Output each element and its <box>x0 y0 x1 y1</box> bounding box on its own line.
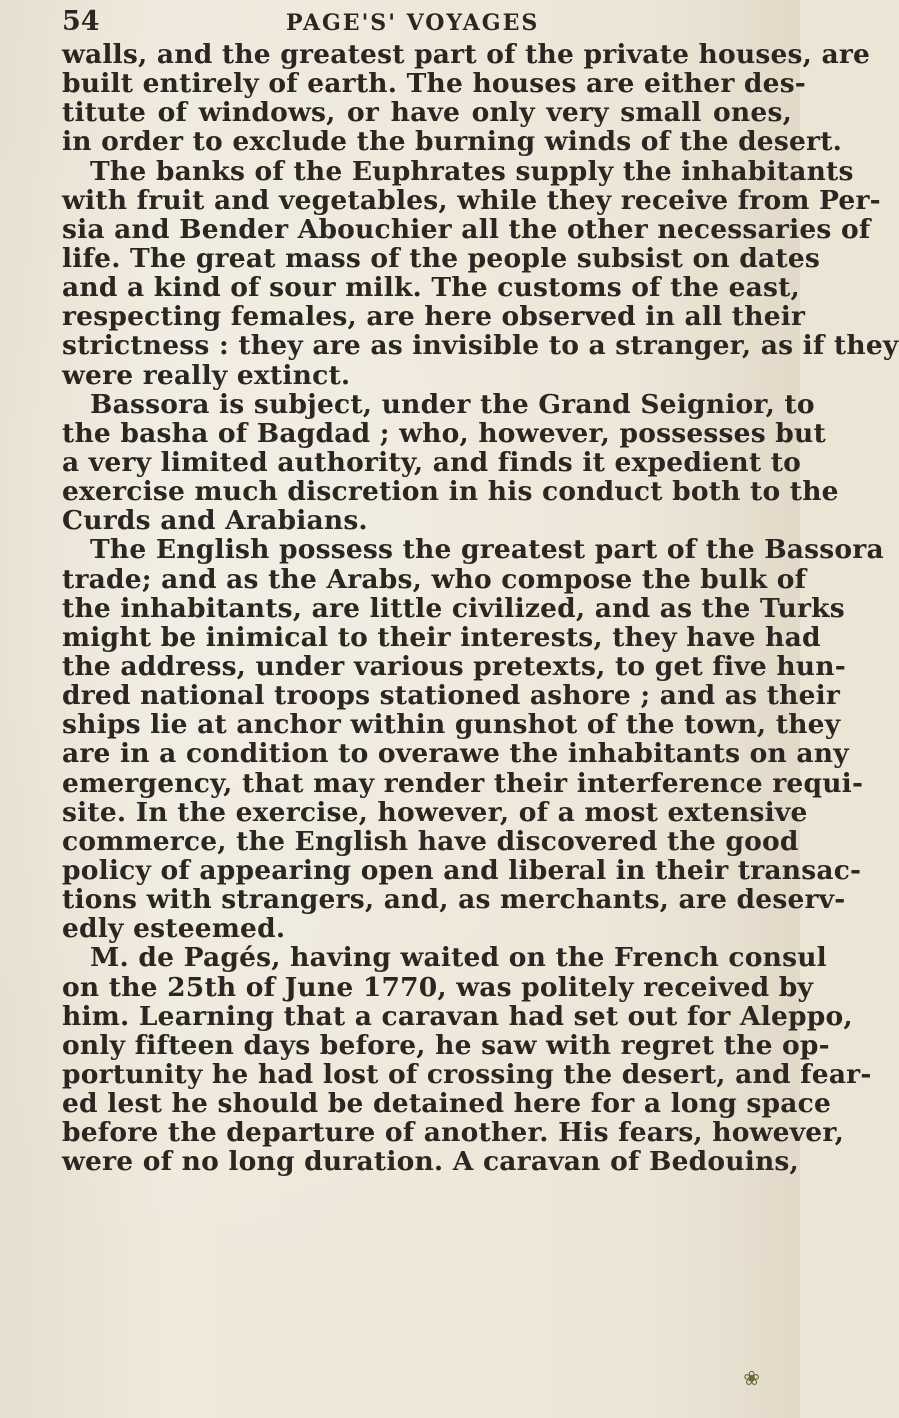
text-line: site. In the exercise, however, of a most extensive <box>62 796 808 828</box>
page-number: 54 <box>62 6 100 37</box>
text-line: the basha of Bagdad ; who, however, possesses but <box>62 417 826 449</box>
text-line: respecting females, are here observed in all their <box>62 301 806 333</box>
text-line: might be inimical to their interests, they have had <box>62 621 821 653</box>
text-line: on the 25th of June 1770, was politely received by <box>62 971 814 1003</box>
text-line: built entirely of earth. The houses are either des- <box>62 68 807 100</box>
text-line: the inhabitants, are little civilized, and as the Turks <box>62 592 845 624</box>
text-line: dred national troops stationed ashore ; and as their <box>62 680 841 712</box>
text-line: Bassora is subject, under the Grand Seignior, to <box>90 388 815 420</box>
text-line: edly esteemed. <box>62 913 286 945</box>
text-line: walls, and the greatest part of the private houses, are <box>62 39 871 70</box>
ink-blot-icon: ❀ <box>743 1366 760 1390</box>
running-head: PAGE'S' VOYAGES <box>286 10 540 36</box>
text-line: a very limited authority, and finds it expedient to <box>62 446 802 478</box>
text-line: portunity he had lost of crossing the desert, and fear- <box>62 1058 872 1090</box>
text-line: ships lie at anchor within gunshot of the town, they <box>62 709 841 741</box>
text-line: policy of appearing open and liberal in their transac- <box>62 854 862 886</box>
text-line: The English possess the greatest part of the Bassora <box>90 534 884 566</box>
text-line: and a kind of sour milk. The customs of the east, <box>62 272 800 304</box>
page-header <box>62 4 760 38</box>
text-line: The banks of the Euphrates supply the inhabitants <box>90 155 854 187</box>
text-line: tions with strangers, and, as merchants, are deserv- <box>62 884 846 916</box>
text-line: commerce, the English have discovered the good <box>62 825 799 857</box>
text-line: are in a condition to overawe the inhabitants on any <box>62 738 849 770</box>
text-line: trade; and as the Arabs, who compose the bulk of <box>62 563 807 595</box>
text-line: M. de Pagés, having waited on the French consul <box>90 942 827 974</box>
text-line: exercise much discretion in his conduct both to the <box>62 476 839 508</box>
body-text <box>62 39 899 1178</box>
text-line: life. The great mass of the people subsist on dates <box>62 242 820 274</box>
text-line: were really extinct. <box>62 359 351 391</box>
text-line: with fruit and vegetables, while they receive from Per- <box>62 184 881 216</box>
text-line: before the departure of another. His fears, however, <box>62 1117 845 1149</box>
text-line: Curds and Arabians. <box>62 505 368 537</box>
text-line: sia and Bender Abouchier all the other necessaries of <box>62 213 871 245</box>
text-line: strictness : they are as invisible to a stranger, as if they <box>62 330 899 362</box>
text-line: ed lest he should be detained here for a long space <box>62 1088 832 1120</box>
text-line: the address, under various pretexts, to get five hun- <box>62 650 846 682</box>
text-line: were of no long duration. A caravan of Bedouins, <box>62 1146 799 1178</box>
text-line: only fifteen days before, he saw with regret the op- <box>62 1029 830 1061</box>
text-line: titute of windows, or have only very small ones, <box>62 97 792 129</box>
text-line: in order to exclude the burning winds of the desert. <box>62 126 843 158</box>
text-line: him. Learning that a caravan had set out for Aleppo, <box>62 1000 853 1032</box>
text-line: emergency, that may render their interference requi- <box>62 767 864 799</box>
